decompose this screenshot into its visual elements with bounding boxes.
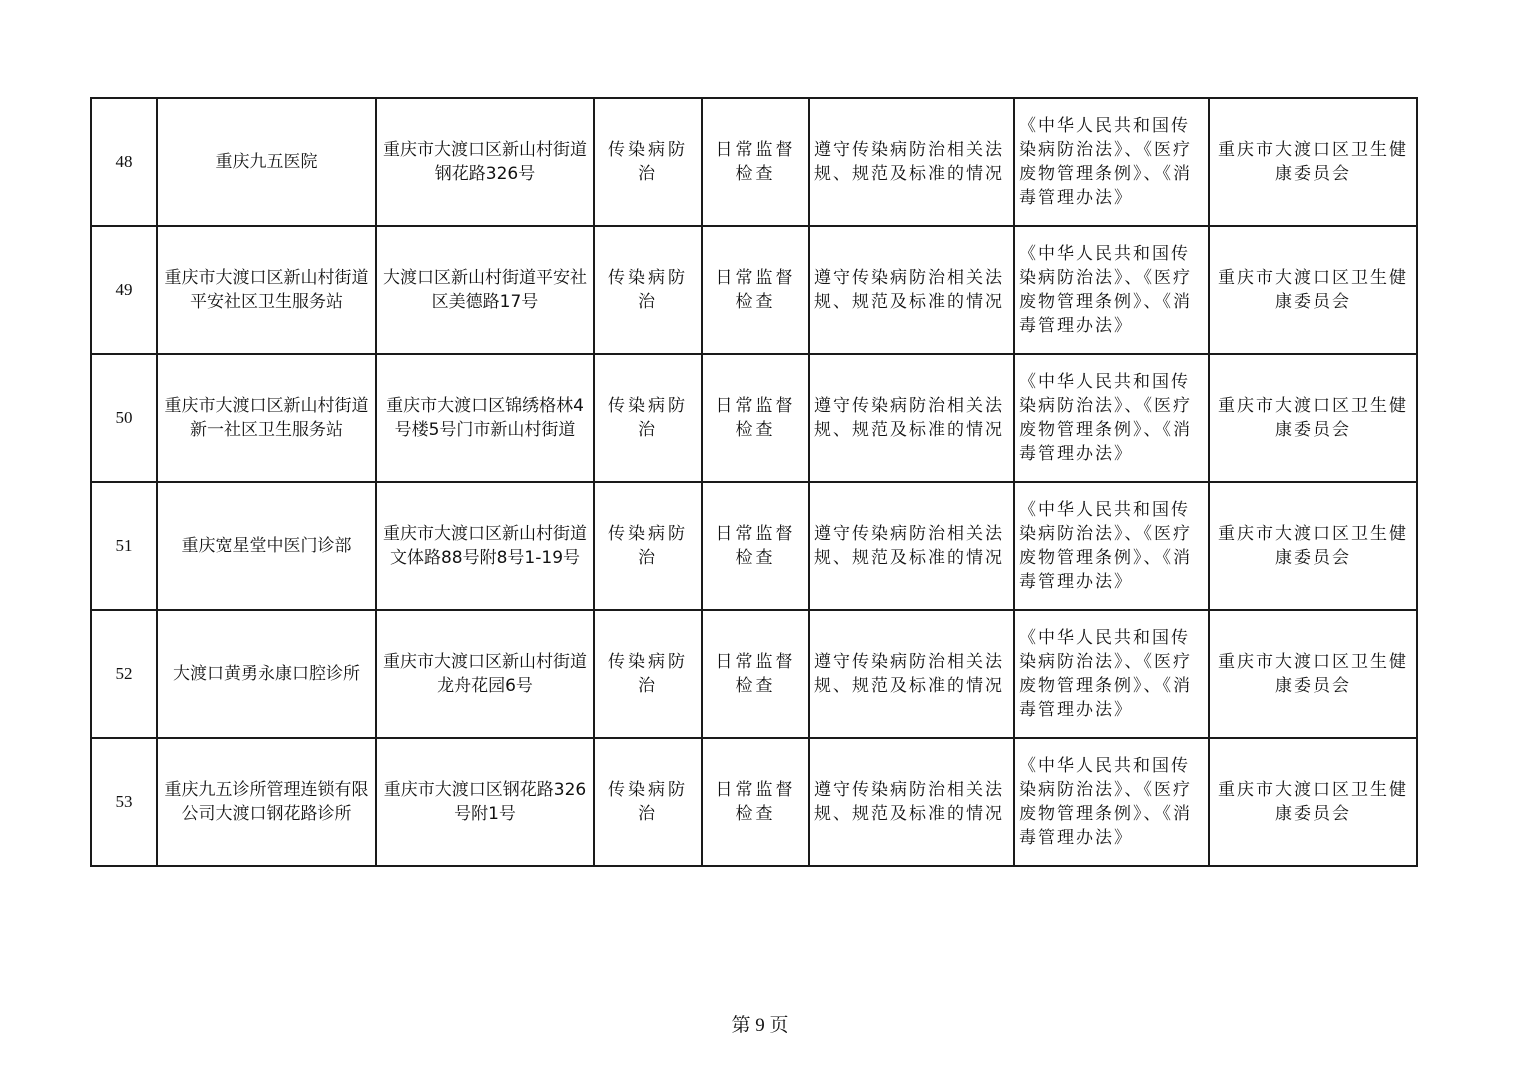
entity-address: 重庆市大渡口区锦绣格林4号楼5号门市新山村街道 <box>376 354 594 482</box>
entity-address: 重庆市大渡口区新山村街道龙舟花园6号 <box>376 610 594 738</box>
row-number: 49 <box>91 226 157 354</box>
row-number: 50 <box>91 354 157 482</box>
inspection-content: 遵守传染病防治相关法规、规范及标准的情况 <box>809 610 1014 738</box>
entity-address: 重庆市大渡口区新山村街道钢花路326号 <box>376 98 594 226</box>
entity-name: 重庆九五医院 <box>157 98 376 226</box>
inspection-content: 遵守传染病防治相关法规、规范及标准的情况 <box>809 98 1014 226</box>
row-number: 52 <box>91 610 157 738</box>
entity-name: 重庆宽星堂中医门诊部 <box>157 482 376 610</box>
legal-basis: 《中华人民共和国传染病防治法》、《医疗废物管理条例》、《消毒管理办法》 <box>1014 738 1209 866</box>
inspection-content: 遵守传染病防治相关法规、规范及标准的情况 <box>809 226 1014 354</box>
row-number: 51 <box>91 482 157 610</box>
inspecting-organization: 重庆市大渡口区卫生健康委员会 <box>1209 610 1417 738</box>
legal-basis: 《中华人民共和国传染病防治法》、《医疗废物管理条例》、《消毒管理办法》 <box>1014 482 1209 610</box>
inspecting-organization: 重庆市大渡口区卫生健康委员会 <box>1209 738 1417 866</box>
entity-name: 重庆九五诊所管理连锁有限公司大渡口钢花路诊所 <box>157 738 376 866</box>
row-number: 48 <box>91 98 157 226</box>
inspecting-organization: 重庆市大渡口区卫生健康委员会 <box>1209 98 1417 226</box>
table-row <box>91 738 1417 866</box>
inspection-method: 日常监督检查 <box>702 354 809 482</box>
inspecting-organization: 重庆市大渡口区卫生健康委员会 <box>1209 354 1417 482</box>
inspection-category: 传染病防治 <box>594 482 702 610</box>
entity-address: 大渡口区新山村街道平安社区美德路17号 <box>376 226 594 354</box>
inspection-category: 传染病防治 <box>594 98 702 226</box>
entity-name: 重庆市大渡口区新山村街道平安社区卫生服务站 <box>157 226 376 354</box>
inspection-method: 日常监督检查 <box>702 610 809 738</box>
inspection-table <box>90 97 1418 867</box>
legal-basis: 《中华人民共和国传染病防治法》、《医疗废物管理条例》、《消毒管理办法》 <box>1014 354 1209 482</box>
inspection-category: 传染病防治 <box>594 738 702 866</box>
row-number: 53 <box>91 738 157 866</box>
legal-basis: 《中华人民共和国传染病防治法》、《医疗废物管理条例》、《消毒管理办法》 <box>1014 98 1209 226</box>
table-row <box>91 354 1417 482</box>
table-row <box>91 482 1417 610</box>
inspection-method: 日常监督检查 <box>702 482 809 610</box>
inspection-category: 传染病防治 <box>594 354 702 482</box>
page-number: 第 9 页 <box>731 1015 789 1036</box>
entity-name: 大渡口黄勇永康口腔诊所 <box>157 610 376 738</box>
table-row <box>91 98 1417 226</box>
inspection-method: 日常监督检查 <box>702 226 809 354</box>
inspection-category: 传染病防治 <box>594 226 702 354</box>
inspection-method: 日常监督检查 <box>702 98 809 226</box>
inspection-category: 传染病防治 <box>594 610 702 738</box>
inspecting-organization: 重庆市大渡口区卫生健康委员会 <box>1209 482 1417 610</box>
inspection-content: 遵守传染病防治相关法规、规范及标准的情况 <box>809 354 1014 482</box>
table-row <box>91 226 1417 354</box>
inspecting-organization: 重庆市大渡口区卫生健康委员会 <box>1209 226 1417 354</box>
entity-name: 重庆市大渡口区新山村街道新一社区卫生服务站 <box>157 354 376 482</box>
legal-basis: 《中华人民共和国传染病防治法》、《医疗废物管理条例》、《消毒管理办法》 <box>1014 610 1209 738</box>
legal-basis: 《中华人民共和国传染病防治法》、《医疗废物管理条例》、《消毒管理办法》 <box>1014 226 1209 354</box>
inspection-method: 日常监督检查 <box>702 738 809 866</box>
inspection-content: 遵守传染病防治相关法规、规范及标准的情况 <box>809 482 1014 610</box>
table-row <box>91 610 1417 738</box>
entity-address: 重庆市大渡口区钢花路326号附1号 <box>376 738 594 866</box>
entity-address: 重庆市大渡口区新山村街道文体路88号附8号1-19号 <box>376 482 594 610</box>
inspection-content: 遵守传染病防治相关法规、规范及标准的情况 <box>809 738 1014 866</box>
